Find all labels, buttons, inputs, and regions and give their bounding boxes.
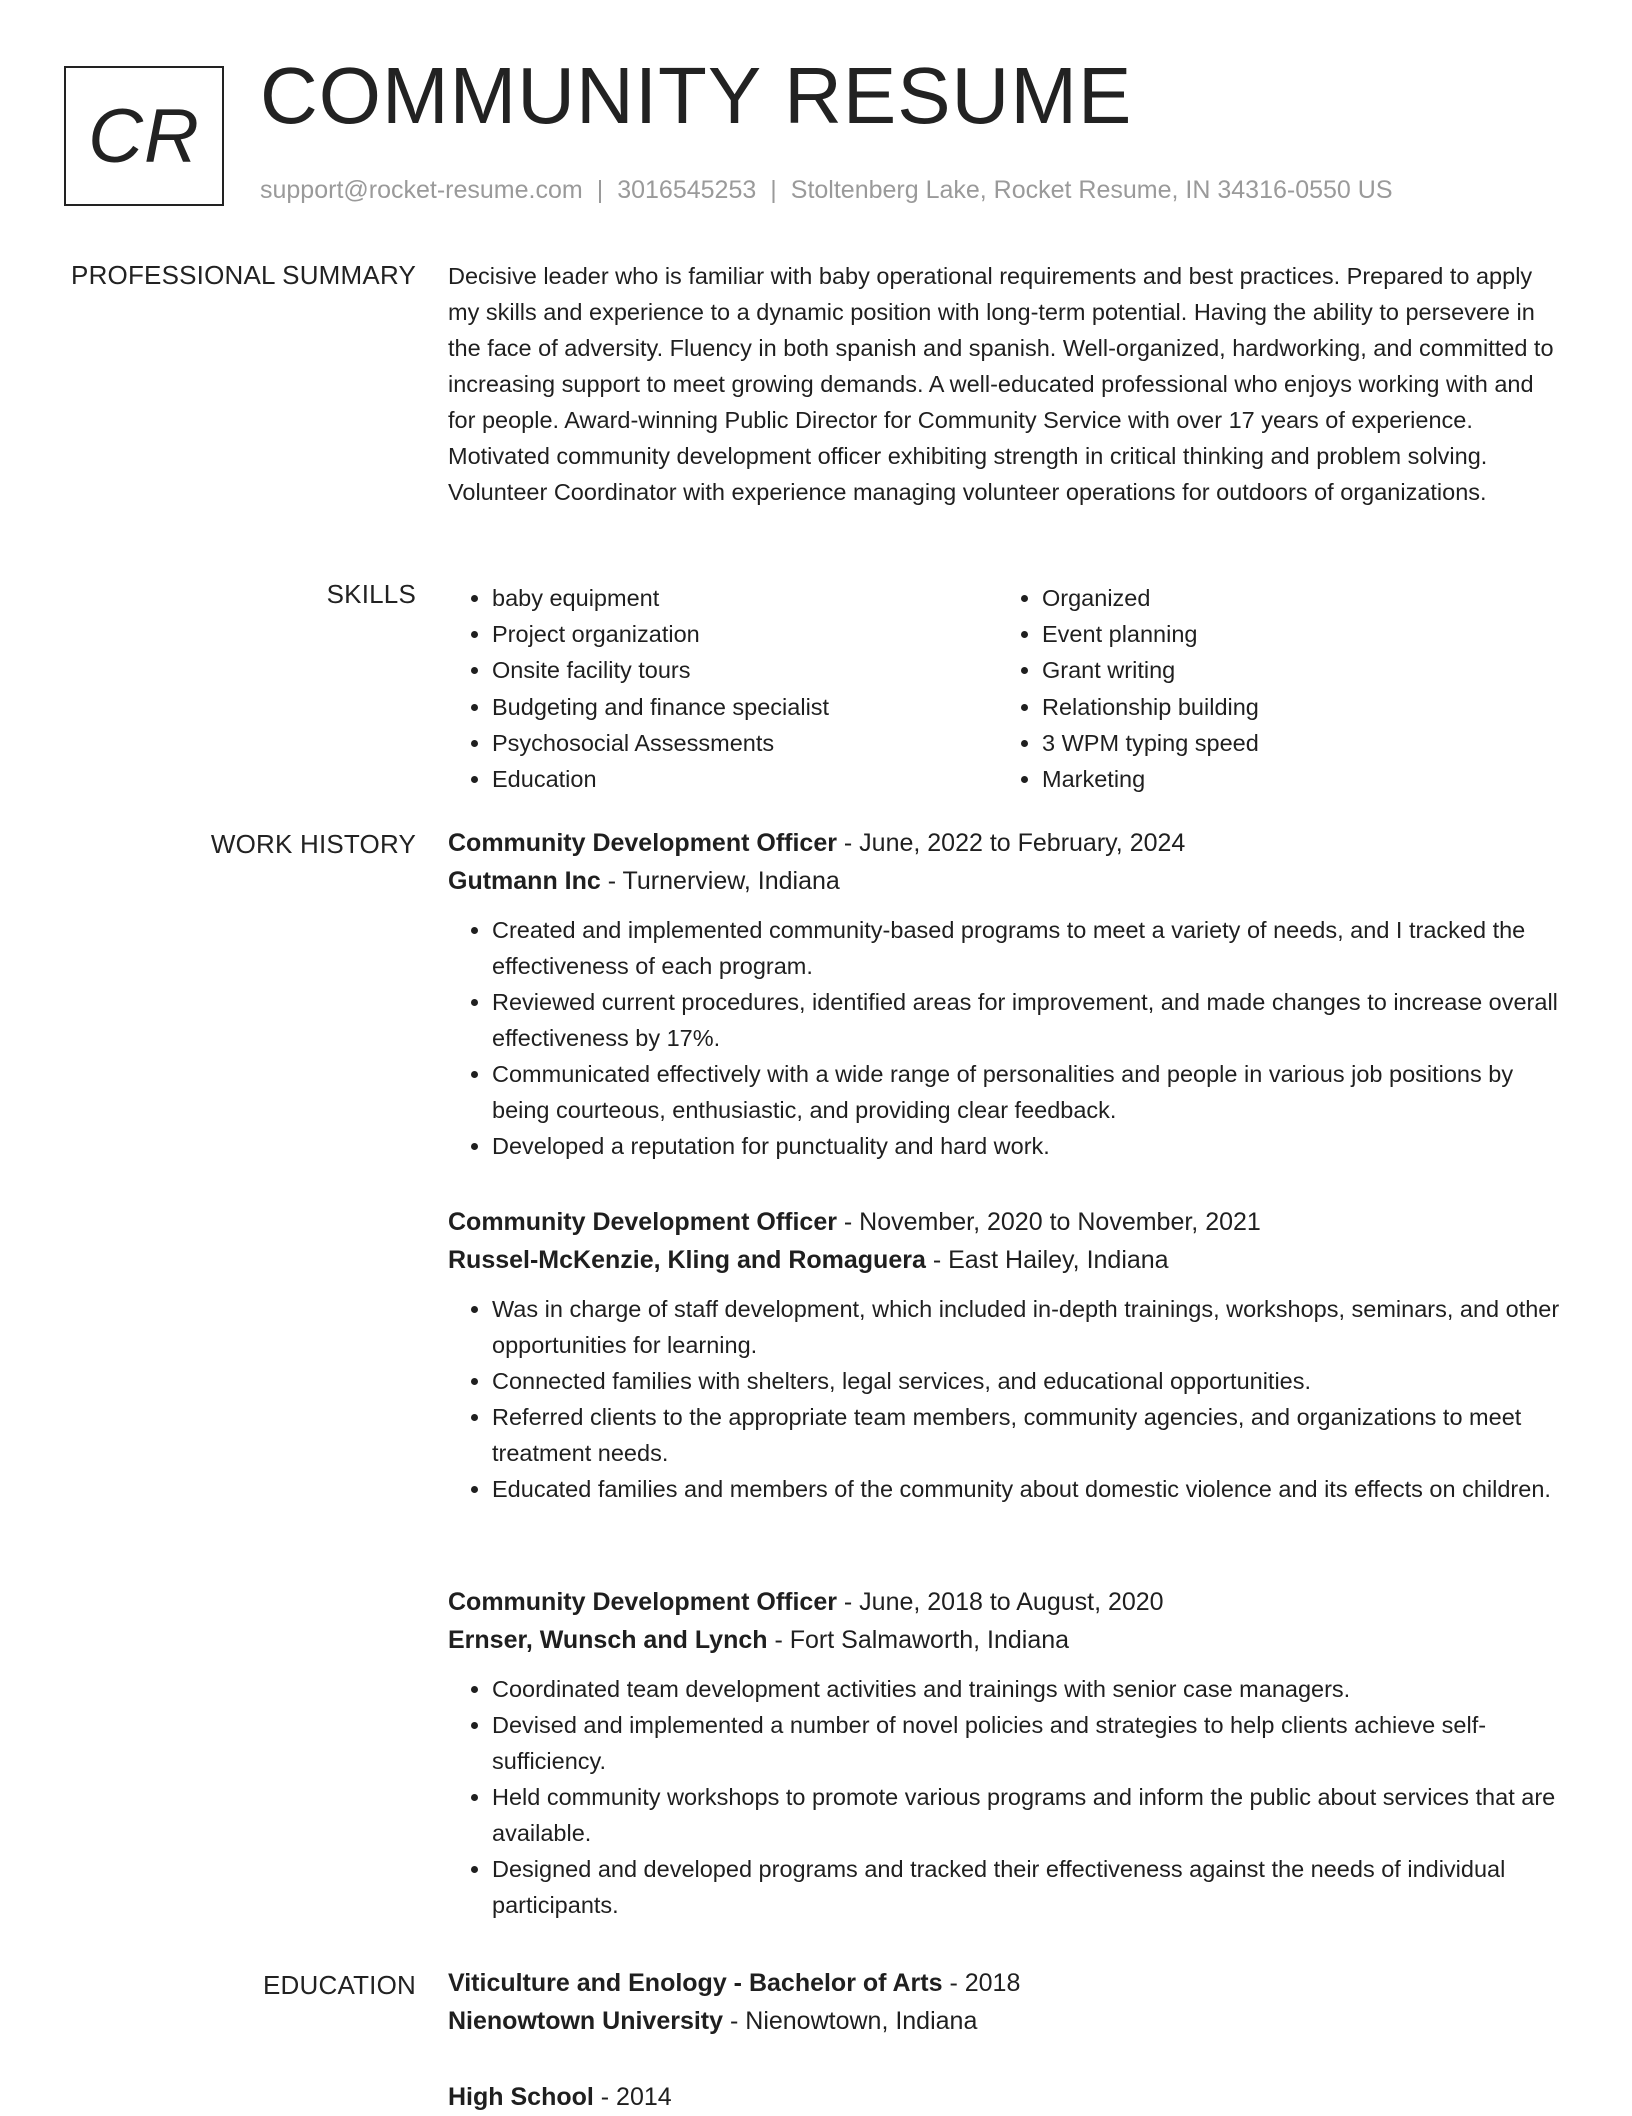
education-degree: Viticulture and Enology - Bachelor of Arts	[448, 1969, 943, 1997]
job-employer	[448, 1241, 1564, 1279]
skill-item: • Marketing	[1042, 761, 1548, 797]
job-bullet: • Created and implemented community-based programs to meet a variety of needs, and I tracked the effectiveness of each program.	[492, 912, 1564, 984]
job-entry	[448, 1203, 1564, 1507]
job-dates: - June, 2018 to August, 2020	[836, 1588, 1164, 1616]
contact-separator: |	[596, 176, 604, 204]
job-company: Russel-McKenzie, Kling and Romaguera	[448, 1246, 926, 1274]
contact-separator: |	[770, 176, 777, 204]
skill-item: • Budgeting and finance specialist	[492, 689, 998, 725]
summary-text: Decisive leader who is familiar with baby operational requirements and best practices. Prepared to apply my skills and experience to a dynamic position with long-term potential. Having the ability to persevere in the face of adversity. Fluency in both spanish and spanish. Well-organized, hardworking, and committed to increasing support to meet growing demands. A well-educated professional who enjoys working with and for people. Award-winning Public Director for Community Service with over 17 years of experience. Motivated community development officer exhibiting strength in critical thinking and problem solving. Volunteer Coordinator with experience managing volunteer operations for outdoors of organizations.	[448, 263, 1554, 505]
job-employer	[448, 1621, 1564, 1659]
skill-item: • Grant writing	[1042, 652, 1548, 688]
skill-item: • 3 WPM typing speed	[1042, 725, 1548, 761]
job-company: Gutmann Inc	[448, 867, 601, 895]
job-heading	[448, 1583, 1564, 1621]
skills-list	[448, 580, 1564, 797]
education-degree: High School	[448, 2083, 594, 2111]
skill-item: • Project organization	[492, 616, 998, 652]
job-bullets	[448, 1291, 1564, 1507]
skills-column-right	[998, 580, 1548, 797]
job-heading	[448, 1203, 1564, 1241]
education-heading	[448, 1964, 1564, 2002]
job-bullet: • Held community workshops to promote various programs and inform the public about services that are available.	[492, 1779, 1564, 1851]
job-entry	[448, 824, 1564, 1164]
job-bullet: • Educated families and members of the community about domestic violence and its effects on children.	[492, 1471, 1564, 1507]
education-entry	[448, 1964, 1564, 2040]
job-bullets	[448, 1671, 1564, 1923]
job-dates: - June, 2022 to February, 2024	[836, 829, 1186, 857]
work-history-label: WORK HISTORY	[210, 829, 416, 859]
job-bullet: • Was in charge of staff development, which included in-depth trainings, workshops, seminars, and other opportunities for learning.	[492, 1291, 1564, 1363]
resume-name: COMMUNITY RESUME	[260, 51, 1133, 140]
monogram-text: CR	[88, 93, 200, 179]
job-title: Community Development Officer	[448, 829, 837, 857]
job-bullet: • Referred clients to the appropriate team members, community agencies, and organizations to meet treatment needs.	[492, 1399, 1564, 1471]
job-bullet: • Coordinated team development activities and trainings with senior case managers.	[492, 1671, 1564, 1707]
education-location: - Nienowtown, Indiana	[723, 2007, 978, 2035]
skill-item: • Event planning	[1042, 616, 1548, 652]
job-bullet: • Communicated effectively with a wide range of personalities and people in various job positions by being courteous, enthusiastic, and providing clear feedback.	[492, 1056, 1564, 1128]
job-title: Community Development Officer	[448, 1588, 837, 1616]
skill-item: • Education	[492, 761, 998, 797]
job-bullet: • Developed a reputation for punctuality and hard work.	[492, 1128, 1564, 1164]
summary-label: PROFESSIONAL SUMMARY	[71, 260, 416, 290]
job-entry	[448, 1583, 1564, 1923]
job-heading	[448, 824, 1564, 862]
job-location: - Fort Salmaworth, Indiana	[767, 1626, 1070, 1654]
job-location: - Turnerview, Indiana	[600, 867, 840, 895]
job-bullet: • Reviewed current procedures, identified areas for improvement, and made changes to increase overall effectiveness by 17%.	[492, 984, 1564, 1056]
job-dates: - November, 2020 to November, 2021	[836, 1208, 1261, 1236]
job-title: Community Development Officer	[448, 1208, 837, 1236]
education-label: EDUCATION	[263, 1970, 416, 2000]
skill-item: • Onsite facility tours	[492, 652, 998, 688]
job-company: Ernser, Wunsch and Lynch	[448, 1626, 768, 1654]
job-bullets	[448, 912, 1564, 1164]
job-employer	[448, 862, 1564, 900]
contact-line	[260, 176, 1393, 205]
education-year: - 2014	[593, 2083, 672, 2111]
job-bullet: • Connected families with shelters, legal services, and educational opportunities.	[492, 1363, 1564, 1399]
contact-address: Stoltenberg Lake, Rocket Resume, IN 34316-0550 US	[790, 176, 1393, 204]
job-location: - East Hailey, Indiana	[925, 1246, 1169, 1274]
education-entry	[448, 2078, 1564, 2116]
education-institution	[448, 2002, 1564, 2040]
job-bullet: • Devised and implemented a number of novel policies and strategies to help clients achieve self-sufficiency.	[492, 1707, 1564, 1779]
skill-item: • Organized	[1042, 580, 1548, 616]
education-school: Nienowtown University	[448, 2007, 724, 2035]
skills-column-left	[448, 580, 998, 797]
skills-label: SKILLS	[326, 579, 416, 609]
skill-item: • baby equipment	[492, 580, 998, 616]
contact-phone: 3016545253	[617, 176, 757, 204]
contact-email: support@rocket-resume.com	[260, 176, 583, 204]
education-heading	[448, 2078, 1564, 2116]
monogram-logo	[64, 66, 224, 206]
education-year: - 2018	[942, 1969, 1021, 1997]
skill-item: • Relationship building	[1042, 689, 1548, 725]
job-bullet: • Designed and developed programs and tracked their effectiveness against the needs of individual participants.	[492, 1851, 1564, 1923]
skill-item: • Psychosocial Assessments	[492, 725, 998, 761]
